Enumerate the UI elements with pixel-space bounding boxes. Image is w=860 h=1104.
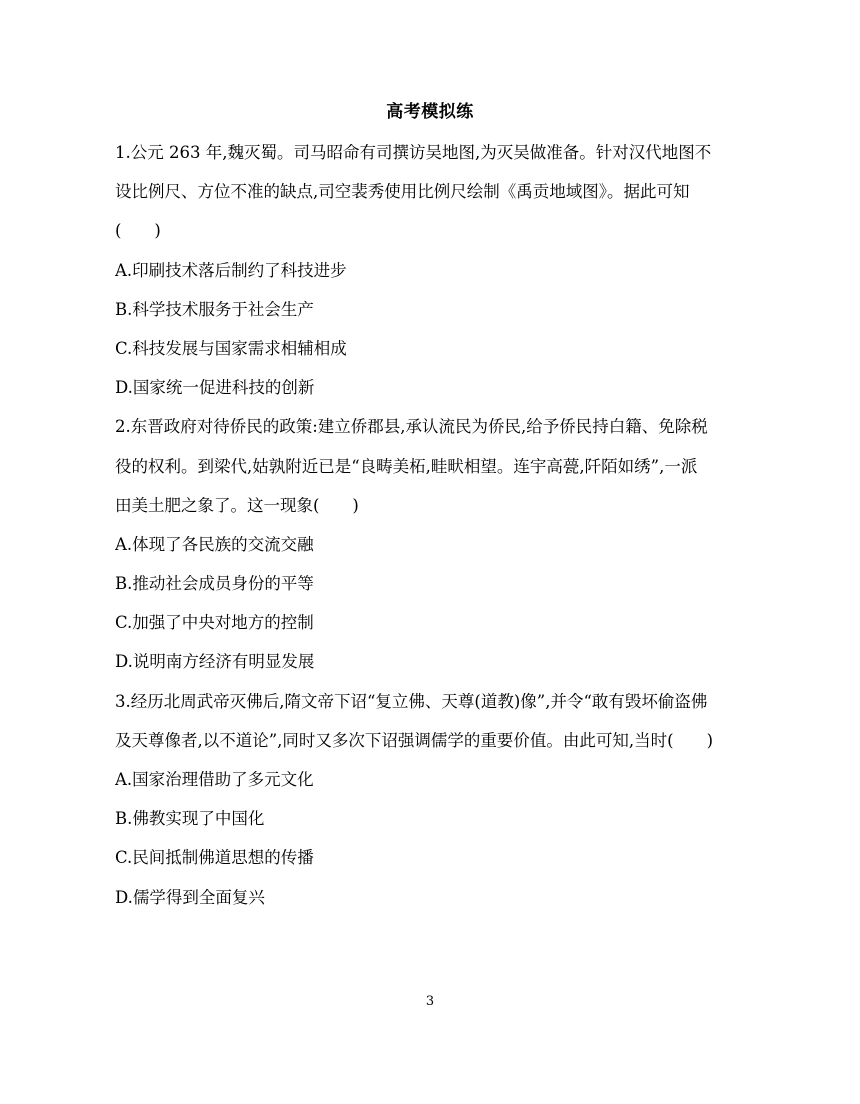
answer-option-d: D.儒学得到全面复兴 bbox=[115, 887, 265, 907]
answer-option-c: C.民间抵制佛道思想的传播 bbox=[115, 848, 314, 868]
page-title: 高考模拟练 bbox=[386, 102, 474, 122]
question-stem-line: ( ) bbox=[115, 221, 161, 241]
page-number: 3 bbox=[425, 994, 435, 1009]
answer-option-c: C.加强了中央对地方的控制 bbox=[115, 613, 314, 633]
answer-option-a: A.体现了各民族的交流交融 bbox=[115, 534, 314, 554]
question-stem-line: 3.经历北周武帝灭佛后,隋文帝下诏“复立佛、天尊(道教)像”,并令“敢有毁坏偷盗佛 bbox=[115, 691, 708, 711]
question-stem-line: 1.公元 263 年,魏灭蜀。司马昭命有司撰访吴地图,为灭吴做准备。针对汉代地图不 bbox=[115, 143, 712, 162]
question-1 bbox=[115, 133, 755, 407]
question-stem-line: 设比例尺、方位不准的缺点,司空裴秀使用比例尺绘制《禹贡地域图》。据此可知 bbox=[115, 182, 690, 202]
answer-option-b: B.佛教实现了中国化 bbox=[115, 809, 265, 829]
answer-option-b: B.推动社会成员身份的平等 bbox=[115, 574, 314, 594]
answer-option-b: B.科学技术服务于社会生产 bbox=[115, 299, 314, 319]
question-stem-line: 及天尊像者,以不道论”,同时又多次下诏强调儒学的重要价值。由此可知,当时( ) bbox=[115, 730, 714, 750]
question-stem-line: 役的权利。到梁代,姑孰附近已是“良畴美柘,畦畎相望。连宇高甍,阡陌如绣”,一派 bbox=[115, 456, 698, 476]
answer-option-a: A.国家治理借助了多元文化 bbox=[115, 770, 314, 789]
question-stem-line: 田美土肥之象了。这一现象( ) bbox=[115, 495, 359, 515]
answer-option-c: C.科技发展与国家需求相辅相成 bbox=[115, 338, 347, 358]
answer-option-a: A.印刷技术落后制约了科技进步 bbox=[115, 260, 347, 280]
answer-option-d: D.说明南方经济有明显发展 bbox=[115, 652, 315, 672]
question-3 bbox=[115, 682, 755, 917]
question-stem-line: 2.东晋政府对待侨民的政策:建立侨郡县,承认流民为侨民,给予侨民持白籍、免除税 bbox=[115, 417, 708, 437]
question-2 bbox=[115, 407, 755, 681]
answer-option-d: D.国家统一促进科技的创新 bbox=[115, 378, 315, 398]
question-list bbox=[115, 133, 755, 917]
